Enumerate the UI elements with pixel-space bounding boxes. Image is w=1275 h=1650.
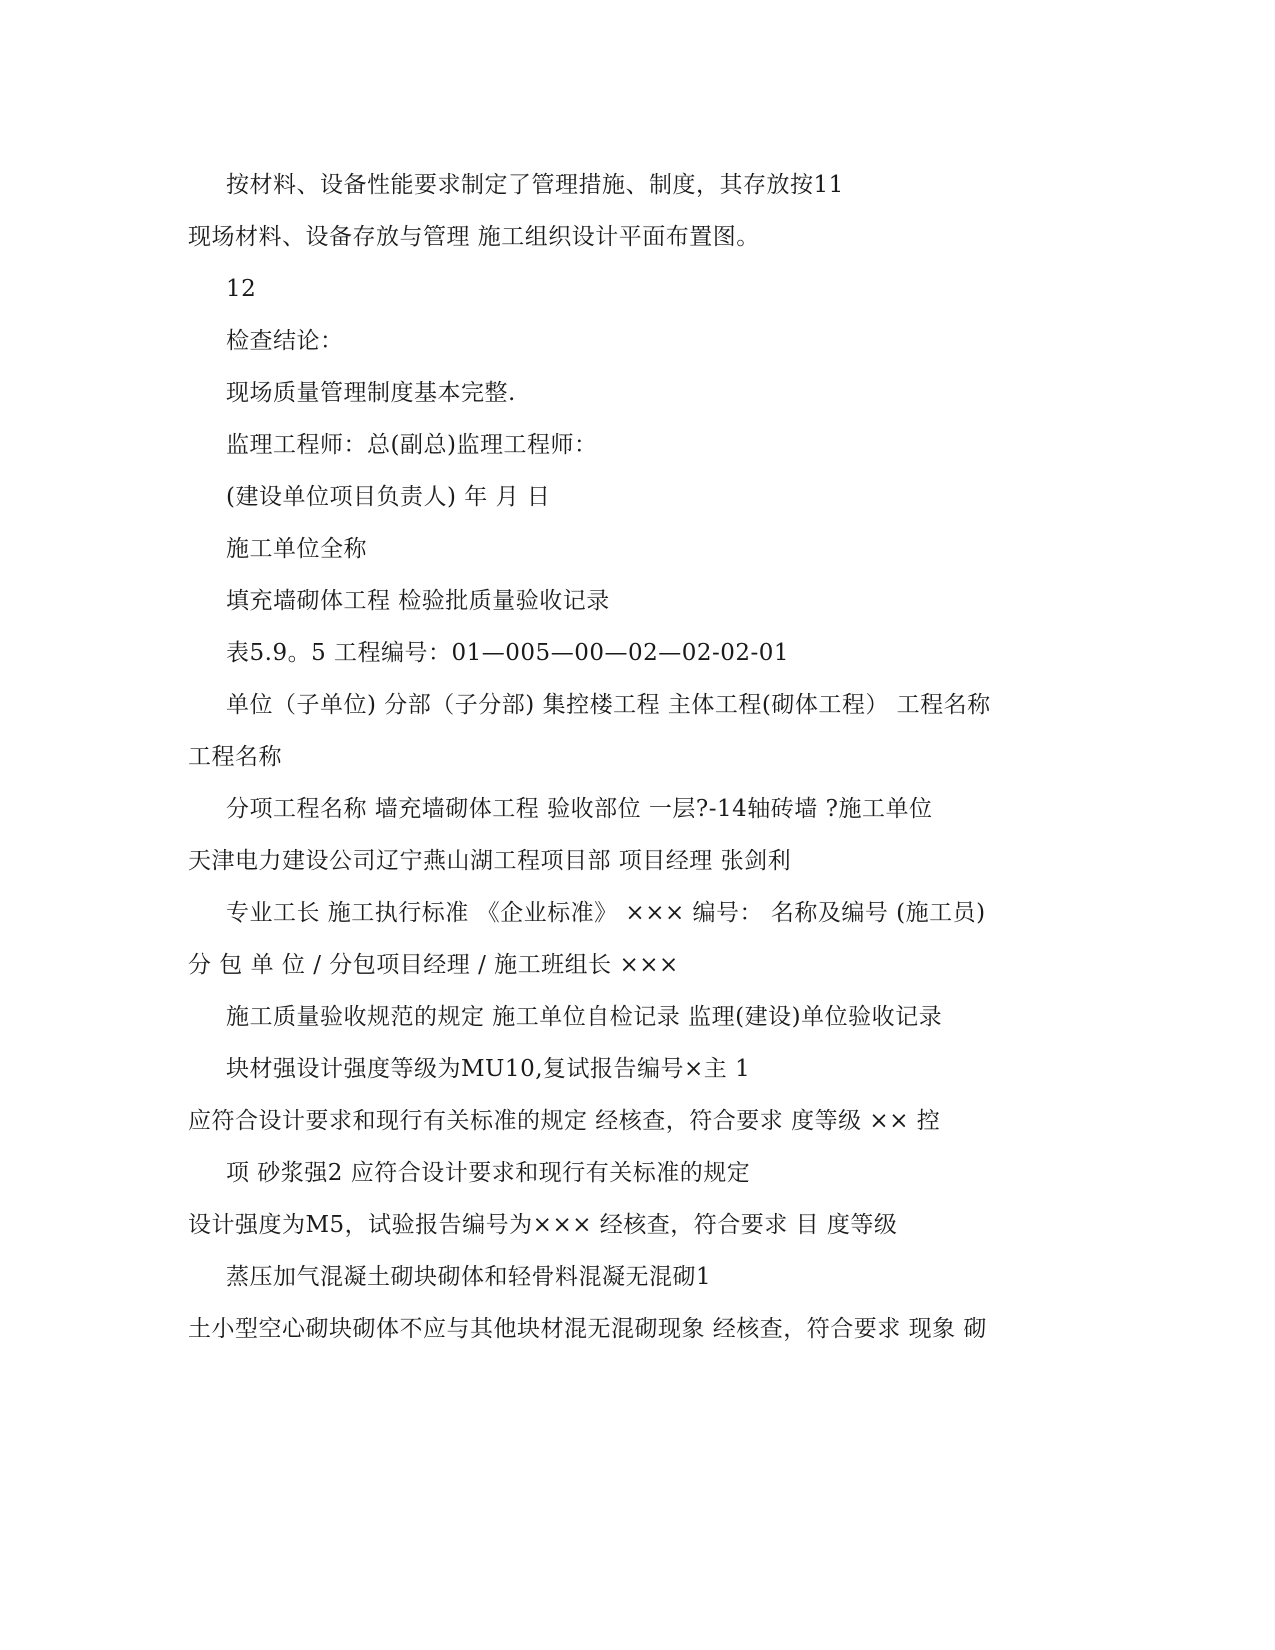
text-line: 块材强设计强度等级为MU10,复试报告编号×主 1: [226, 1056, 751, 1082]
text-line: 土小型空心砌块砌体不应与其他块材混无混砌现象 经核查，符合要求 现象 砌: [188, 1316, 987, 1342]
text-line: 按材料、设备性能要求制定了管理措施、制度，其存放按11: [226, 172, 844, 198]
text-line: (建设单位项目负责人) 年 月 日: [226, 484, 551, 510]
text-line: 天津电力建设公司辽宁燕山湖工程项目部 项目经理 张剑利: [188, 848, 792, 874]
text-line: 表5.9。5 工程编号：01—005—00—02—02-02-01: [226, 640, 790, 666]
text-line: 填充墙砌体工程 检验批质量验收记录: [226, 588, 610, 614]
text-line: 施工单位全称: [226, 536, 367, 562]
text-line: 检查结论：: [226, 328, 344, 354]
text-line: 现场材料、设备存放与管理 施工组织设计平面布置图。: [188, 224, 760, 250]
text-line: 施工质量验收规范的规定 施工单位自检记录 监理(建设)单位验收记录: [226, 1004, 943, 1030]
text-line: 分项工程名称 墙充墙砌体工程 验收部位 一层?-14轴砖墙 ?施工单位: [226, 796, 933, 822]
text-line: 12: [226, 276, 257, 302]
text-line: 工程名称: [188, 744, 282, 770]
text-line: 应符合设计要求和现行有关标准的规定 经核查，符合要求 度等级 ×× 控: [188, 1108, 941, 1134]
text-line: 专业工长 施工执行标准 《企业标准》 ××× 编号： 名称及编号 (施工员): [226, 900, 986, 926]
text-line: 现场质量管理制度基本完整.: [226, 380, 516, 406]
text-line: 监理工程师：总(副总)监理工程师：: [226, 432, 598, 458]
text-line: 设计强度为M5，试验报告编号为××× 经核查，符合要求 目 度等级: [188, 1212, 898, 1238]
text-line: 项 砂浆强2 应符合设计要求和现行有关标准的规定: [226, 1160, 751, 1186]
text-line: 分 包 单 位 / 分包项目经理 / 施工班组长 ×××: [188, 952, 679, 978]
text-line: 单位（子单位) 分部（子分部) 集控楼工程 主体工程(砌体工程） 工程名称: [226, 692, 991, 718]
text-line: 蒸压加气混凝土砌块砌体和轻骨料混凝无混砌1: [226, 1264, 712, 1290]
